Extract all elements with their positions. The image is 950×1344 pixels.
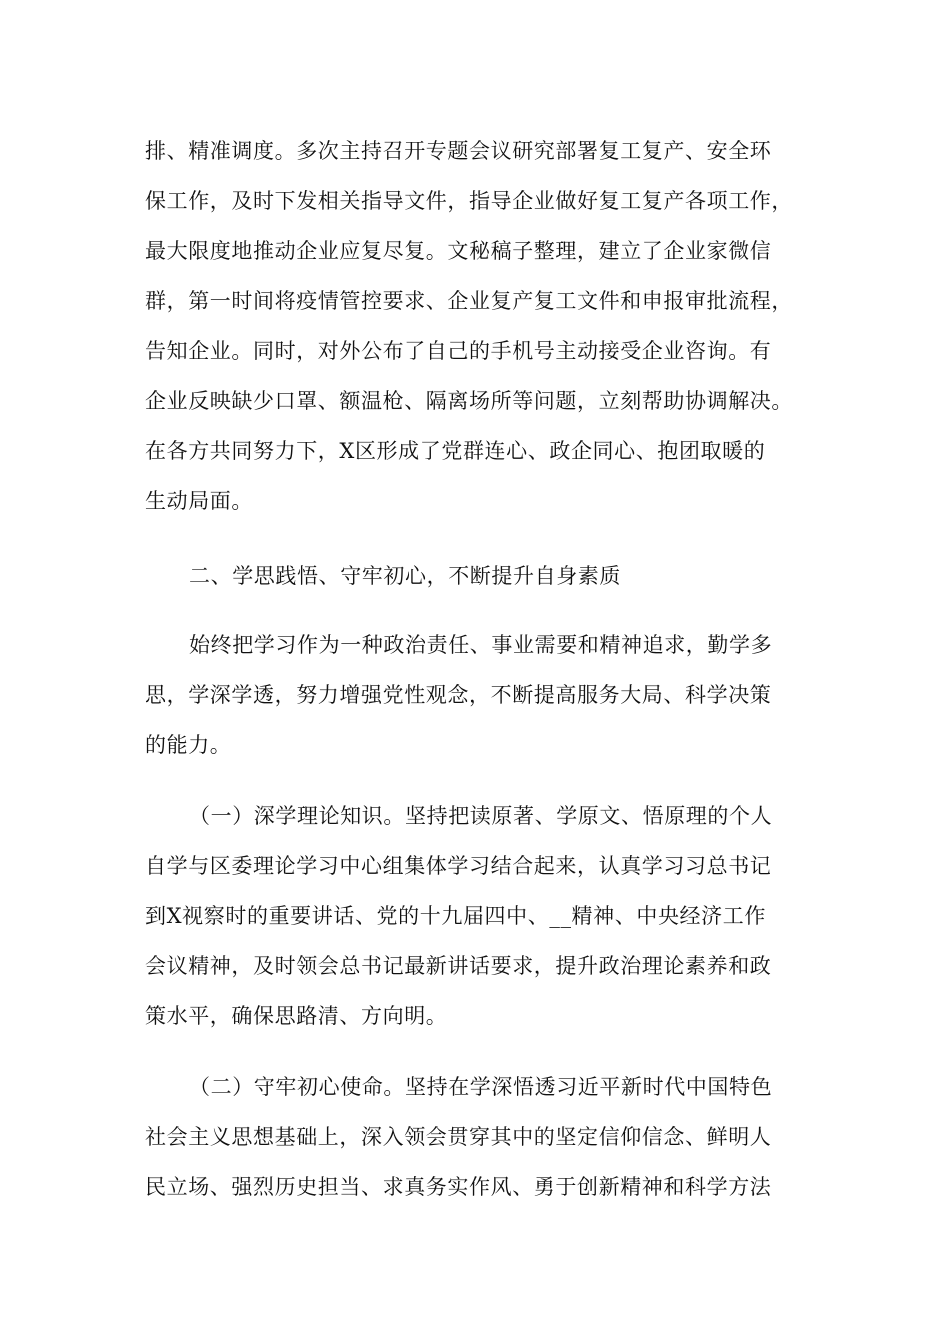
paragraph-line: 策水平，确保思路清、方向明。 (145, 1004, 448, 1028)
paragraph-line: 自学与区委理论学习中心组集体学习结合起来，认真学习习总书记 (145, 854, 772, 878)
paragraph-line: 最大限度地推动企业应复尽复。文秘稿子整理，建立了企业家微信 (145, 239, 772, 263)
paragraph-line: 到X视察时的重要讲话、党的十九届四中、__精神、中央经济工作 (145, 904, 766, 928)
paragraph-line: 排、精准调度。多次主持召开专题会议研究部署复工复产、安全环 (145, 139, 772, 163)
paragraph-line: 告知企业。同时，对外公布了自己的手机号主动接受企业咨询。有 (145, 339, 772, 363)
paragraph-line: 思，学深学透，努力增强党性观念，不断提高服务大局、科学决策 (145, 683, 772, 707)
section-heading: 二、学思践悟、守牢初心，不断提升自身素质 (189, 564, 621, 588)
paragraph-line: 会议精神，及时领会总书记最新讲话要求，提升政治理论素养和政 (145, 954, 772, 978)
paragraph-line: 群，第一时间将疫情管控要求、企业复产复工文件和申报审批流程， (145, 289, 793, 313)
paragraph-line: 企业反映缺少口罩、额温枪、隔离场所等问题，立刻帮助协调解决。 (145, 389, 793, 413)
paragraph-line: 民立场、强烈历史担当、求真务实作风、勇于创新精神和科学方法 (145, 1175, 772, 1199)
paragraph-line: 始终把学习作为一种政治责任、事业需要和精神追求，勤学多 (189, 633, 773, 657)
paragraph-line: 社会主义思想基础上，深入领会贯穿其中的坚定信仰信念、鲜明人 (145, 1125, 772, 1149)
paragraph-line: （一）深学理论知识。坚持把读原著、学原文、悟原理的个人 (189, 804, 773, 828)
paragraph-line: （二）守牢初心使命。坚持在学深悟透习近平新时代中国特色 (189, 1075, 773, 1099)
paragraph-line: 的能力。 (145, 733, 232, 757)
paragraph-line: 生动局面。 (145, 489, 253, 513)
paragraph-line: 保工作，及时下发相关指导文件，指导企业做好复工复产各项工作， (145, 189, 793, 213)
paragraph-line: 在各方共同努力下，X区形成了党群连心、政企同心、抱团取暖的 (145, 439, 766, 463)
